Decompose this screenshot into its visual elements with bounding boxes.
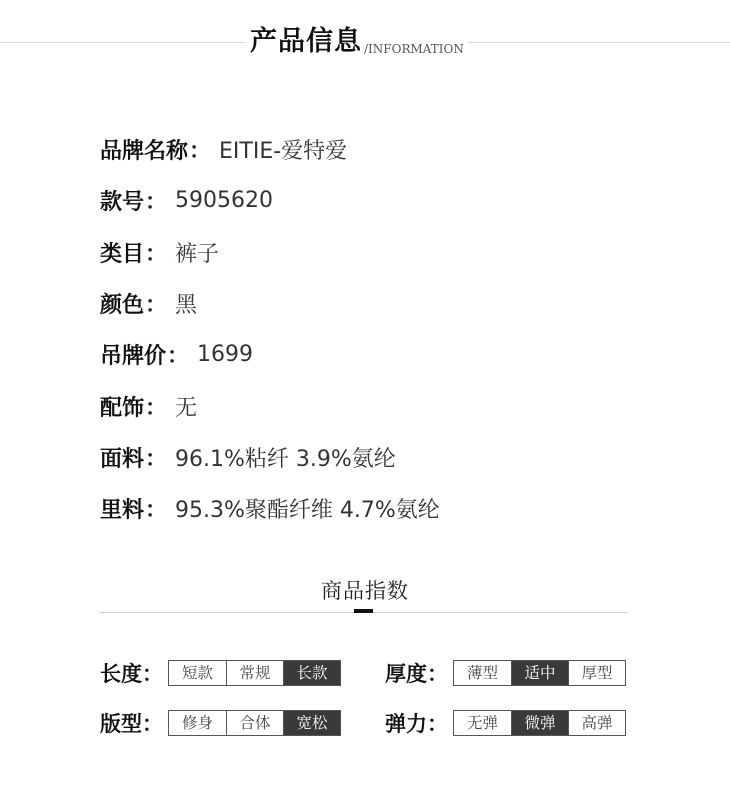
info-colon: ： [145, 395, 168, 421]
info-row-color [100, 278, 440, 329]
section-title: 商品指数 [321, 579, 409, 603]
info-colon: ： [167, 344, 190, 370]
section-divider-marker [354, 609, 373, 613]
info-value: 95.3%聚酯纤维 4.7%氨纶 [175, 498, 440, 524]
index-label-thickness [385, 658, 453, 688]
info-row-accessories [100, 380, 440, 431]
info-label: 吊牌价 [100, 344, 167, 370]
option-length-long-selected: 长款 [283, 661, 340, 685]
info-value: 1699 [197, 342, 254, 368]
index-stretch [385, 708, 626, 738]
info-row-fabric [100, 432, 440, 483]
info-row-style-no [100, 175, 440, 226]
option-fit-regular: 合体 [226, 711, 283, 735]
index-fit [100, 708, 341, 738]
info-label: 款号 [100, 190, 145, 216]
length-options [168, 660, 341, 686]
index-colon: ： [427, 712, 448, 736]
index-colon: ： [142, 662, 163, 686]
fit-options [168, 710, 341, 736]
info-row-category [100, 227, 440, 278]
index-label-text: 厚度 [385, 662, 427, 686]
info-value: 无 [175, 395, 198, 421]
option-thickness-thick: 厚型 [568, 661, 625, 685]
index-label-stretch [385, 708, 453, 738]
index-colon: ： [142, 712, 163, 736]
index-length [100, 658, 341, 688]
stretch-options [453, 710, 626, 736]
option-thickness-medium-selected: 适中 [511, 661, 568, 685]
info-label: 配饰 [100, 395, 145, 421]
info-colon: ： [145, 498, 168, 524]
info-colon: ： [145, 241, 168, 267]
page-title [246, 18, 468, 62]
info-label: 颜色 [100, 293, 145, 319]
index-colon: ： [427, 662, 448, 686]
index-label-text: 弹力 [385, 712, 427, 736]
index-label-length [100, 658, 168, 688]
option-length-regular: 常规 [226, 661, 283, 685]
info-value: EITIE-爱特爱 [219, 139, 348, 165]
product-info-list [100, 124, 440, 534]
page-title-en: /INFORMATION [364, 42, 464, 56]
info-label: 类目 [100, 241, 145, 267]
info-label: 品牌名称 [100, 139, 189, 165]
info-row-lining [100, 483, 440, 534]
info-colon: ： [145, 293, 168, 319]
option-length-short: 短款 [169, 661, 226, 685]
info-colon: ： [145, 446, 168, 472]
option-stretch-high: 高弹 [568, 711, 625, 735]
info-label: 面料 [100, 446, 145, 472]
option-fit-slim: 修身 [169, 711, 226, 735]
index-label-text: 版型 [100, 712, 142, 736]
index-thickness [385, 658, 626, 688]
info-value: 裤子 [175, 241, 220, 267]
info-colon: ： [189, 139, 212, 165]
info-row-price [100, 329, 440, 380]
option-stretch-none: 无弹 [454, 711, 511, 735]
info-value: 96.1%粘纤 3.9%氨纶 [175, 446, 396, 472]
option-stretch-slight-selected: 微弹 [511, 711, 568, 735]
info-value: 黑 [175, 293, 198, 319]
option-fit-loose-selected: 宽松 [283, 711, 340, 735]
thickness-options [453, 660, 626, 686]
index-label-fit [100, 708, 168, 738]
info-value: 5905620 [175, 188, 274, 214]
option-thickness-thin: 薄型 [454, 661, 511, 685]
page-title-cn: 产品信息 [250, 26, 362, 57]
info-label: 里料 [100, 498, 145, 524]
index-label-text: 长度 [100, 662, 142, 686]
info-colon: ： [145, 190, 168, 216]
info-row-brand [100, 124, 440, 175]
